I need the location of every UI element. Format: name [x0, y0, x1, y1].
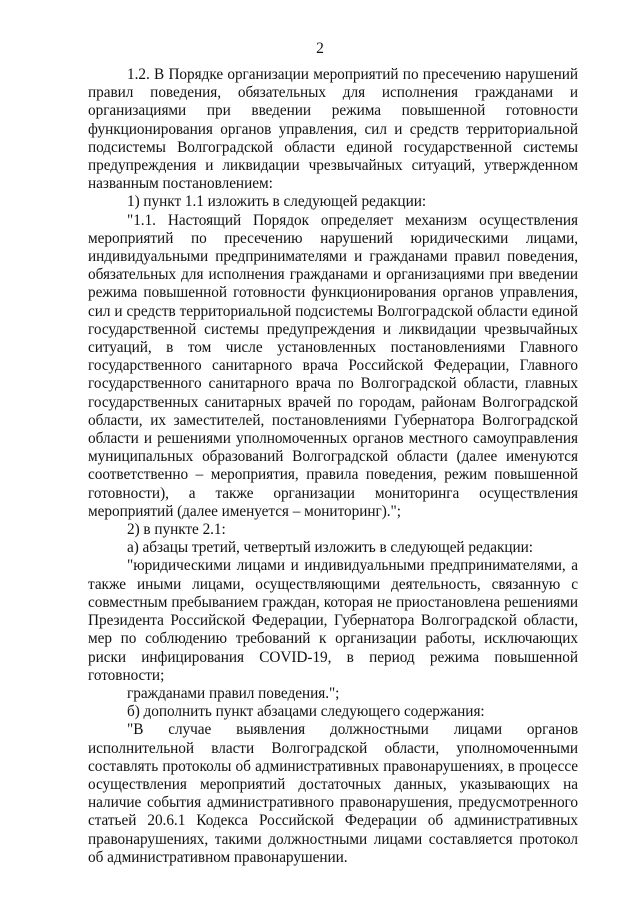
page-number: 2: [316, 40, 324, 57]
paragraph-clause-1-1: "1.1. Настоящий Порядок определяет механизм осуществления мероприятий по пресечению нарушений юридическими лицами, индивидуальными предпринимателями и гражданами правил поведения, обязательных для исполнения гражданами и организациями при введении режима повышенной готовности функционирования органов управления, сил и средств территориальной подсистемы Волгоградской области единой государственной системы предупреждения и ликвидации чрезвычайных ситуаций, в том числе установленных постановлениями Главного государственного санитарного врача Российской Федерации, Главного государственного санитарного врача по Волгоградской области, главных государственных санитарных врачей по городам, районам Волгоградской области, их заместителей, постановлениями Губернатора Волгоградской области и решениями уполномоченных органов местного самоуправления муниципальных образований Волгоградской области (далее именуются соответственно – мероприятия, правила поведения, режим повышенной готовности), а также организации мониторинга осуществления мероприятий (далее именуется – мониторинг).";: [88, 211, 578, 520]
paragraph-legal-entities: "юридическими лицами и индивидуальными предпринимателями, а также иными лицами, осуществляющими деятельность, связанную с совместным пребыванием граждан, которая не приостановлена решениями Президента Российской Федерации, Губернатора Волгоградской области, мер по соблюдению требований к организации работы, исключающих риски инфицирования COVID-19, в период режима повышенной готовности;: [88, 557, 578, 684]
document-body: [88, 66, 578, 867]
paragraph-citizens: гражданами правил поведения.";: [127, 684, 340, 702]
paragraph-violation-protocol: "В случае выявления должностными лицами органов исполнительной власти Волгоградской области, уполномоченными составлять протоколы об административных правонарушениях, в процессе осуществления мероприятий достаточных данных, указывающих на наличие события административного правонарушения, предусмотренного статьей 20.6.1 Кодекса Российской Федерации об административных правонарушениях, такими должностными лицами составляется протокол об административном правонарушении.: [88, 721, 578, 866]
paragraph-subitem-a: а) абзацы третий, четвертый изложить в следующей редакции:: [127, 539, 533, 557]
paragraph-1-2-intro: 1.2. В Порядке организации мероприятий по пресечению нарушений правил поведения, обязательных для исполнения гражданами и организациями при введении режима повышенной готовности функционирования органов управления, сил и средств территориальной подсистемы Волгоградской области единой государственной системы предупреждения и ликвидации чрезвычайных ситуаций, утвержденном названным постановлением:: [88, 66, 578, 193]
paragraph-item-2: 2) в пункте 2.1:: [127, 521, 226, 539]
paragraph-subitem-b: б) дополнить пункт абзацами следующего содержания:: [127, 703, 485, 721]
paragraph-item-1: 1) пункт 1.1 изложить в следующей редакции:: [127, 193, 427, 211]
